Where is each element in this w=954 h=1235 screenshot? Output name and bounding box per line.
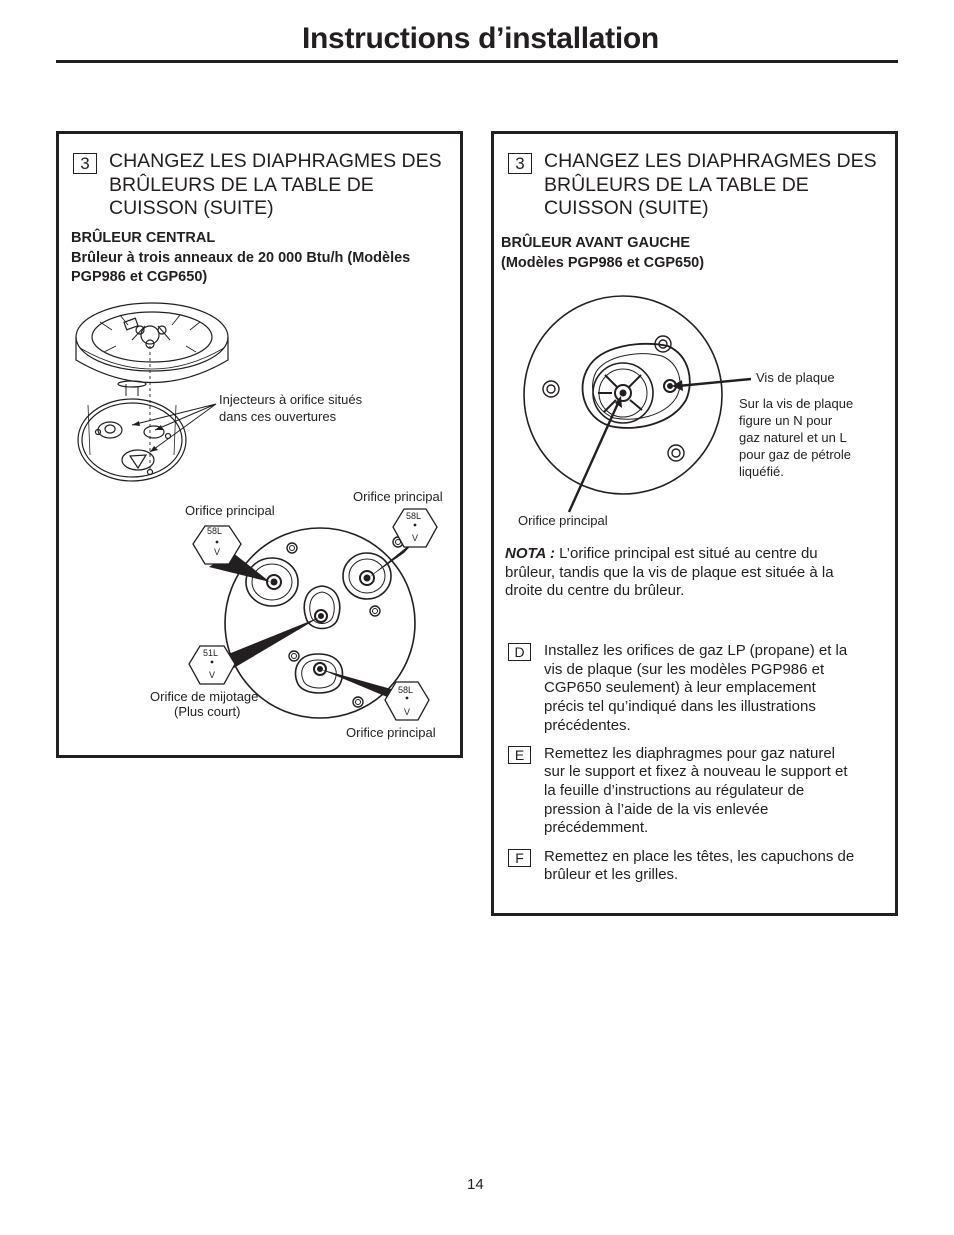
hex-tag-bottom-code: 58L bbox=[398, 685, 414, 695]
label-plate-screw: Vis de plaque bbox=[756, 370, 835, 385]
hex-tag-simmer-letter: V bbox=[209, 670, 216, 680]
subheading-burner-model-line-1: Brûleur à trois anneaux de 20 000 Btu/h (Modèles bbox=[71, 250, 411, 266]
nota-line-1 bbox=[505, 544, 818, 563]
front-left-burner-figure bbox=[500, 290, 760, 520]
step-d-line-1: Installez les orifices de gaz LP (propane) et la bbox=[544, 642, 848, 659]
step-f-line-1: Remettez en place les têtes, les capuchons de bbox=[544, 848, 855, 865]
nota-line-3: droite du centre du brûleur. bbox=[505, 582, 685, 599]
subheading-front-left-models: (Modèles PGP986 et CGP650) bbox=[501, 255, 705, 271]
label-plate-note-4: pour gaz de pétrole bbox=[739, 447, 852, 462]
page-number: 14 bbox=[467, 1176, 484, 1193]
label-simmer-orifice-line-2: (Plus court) bbox=[174, 704, 241, 719]
step-d-line-5: précédentes. bbox=[544, 717, 631, 734]
label-injectors-line-1: Injecteurs à orifice situés bbox=[219, 392, 363, 407]
step-d-letter: D bbox=[508, 643, 531, 661]
step-title-line-3: CUISSON (SUITE) bbox=[109, 197, 274, 219]
step-e-letter: E bbox=[508, 746, 531, 764]
step-e-line-1: Remettez les diaphragmes pour gaz naturel bbox=[544, 745, 835, 762]
hex-tag-top-left-code: 58L bbox=[207, 526, 223, 536]
label-main-orifice-top-right: Orifice principal bbox=[353, 489, 443, 504]
step-e-line-4: pression à l’aide de la vis enlevée bbox=[544, 801, 769, 818]
step-f-line-2: brûleur et les grilles. bbox=[544, 866, 679, 883]
step-title-line-1: CHANGEZ LES DIAPHRAGMES DES bbox=[544, 150, 877, 172]
subheading-front-left-burner: BRÛLEUR AVANT GAUCHE bbox=[501, 235, 691, 251]
label-plate-note-1: Sur la vis de plaque bbox=[739, 396, 854, 411]
label-plate-note-3: gaz naturel et un L bbox=[739, 430, 847, 445]
hex-tag-top-right-letter: V bbox=[412, 533, 419, 543]
label-plate-note-2: figure un N pour bbox=[739, 413, 833, 428]
hex-tag-top-left-letter: V bbox=[214, 547, 221, 557]
step-title-line-1: CHANGEZ LES DIAPHRAGMES DES bbox=[109, 150, 442, 172]
subheading-burner-model-line-2: PGP986 et CGP650) bbox=[71, 269, 208, 285]
step-title-line-3: CUISSON (SUITE) bbox=[544, 197, 709, 219]
label-main-orifice-top-left: Orifice principal bbox=[185, 503, 275, 518]
step-number-box: 3 bbox=[508, 153, 532, 174]
hex-tag-simmer-code: 51L bbox=[203, 648, 219, 658]
step-title-line-2: BRÛLEURS DE LA TABLE DE bbox=[544, 174, 809, 196]
step-e-line-3: la feuille d’instructions au régulateur de bbox=[544, 782, 805, 799]
label-main-orifice-bottom: Orifice principal bbox=[346, 725, 436, 740]
nota-label: NOTA : bbox=[505, 545, 555, 562]
step-d-line-3: CGP650 seulement) à leur emplacement bbox=[544, 679, 816, 696]
hex-tag-top-right-code: 58L bbox=[406, 511, 422, 521]
label-injectors-line-2: dans ces ouvertures bbox=[219, 409, 337, 424]
step-number-box: 3 bbox=[73, 153, 97, 174]
step-f-letter: F bbox=[508, 849, 531, 867]
nota-text-1: L’orifice principal est situé au centre du bbox=[555, 545, 818, 562]
step-e-line-5: précédemment. bbox=[544, 819, 649, 836]
title-rule bbox=[56, 60, 898, 63]
step-d-line-2: vis de plaque (sur les modèles PGP986 et bbox=[544, 661, 825, 678]
step-d-line-4: précis tel qu’indiqué dans les illustrations bbox=[544, 698, 816, 715]
hex-tag-bottom-letter: V bbox=[404, 707, 411, 717]
step-title-line-2: BRÛLEURS DE LA TABLE DE bbox=[109, 174, 374, 196]
nota-line-2: brûleur, tandis que la vis de plaque est située à la bbox=[505, 564, 834, 581]
step-e-line-2: sur le support et fixez à nouveau le support et bbox=[544, 763, 848, 780]
page-title: Instructions d’installation bbox=[302, 22, 659, 55]
subheading-central-burner: BRÛLEUR CENTRAL bbox=[71, 230, 216, 246]
label-main-orifice: Orifice principal bbox=[518, 513, 608, 528]
label-simmer-orifice-line-1: Orifice de mijotage bbox=[150, 689, 259, 704]
label-plate-note-5: liquéfié. bbox=[739, 464, 784, 479]
